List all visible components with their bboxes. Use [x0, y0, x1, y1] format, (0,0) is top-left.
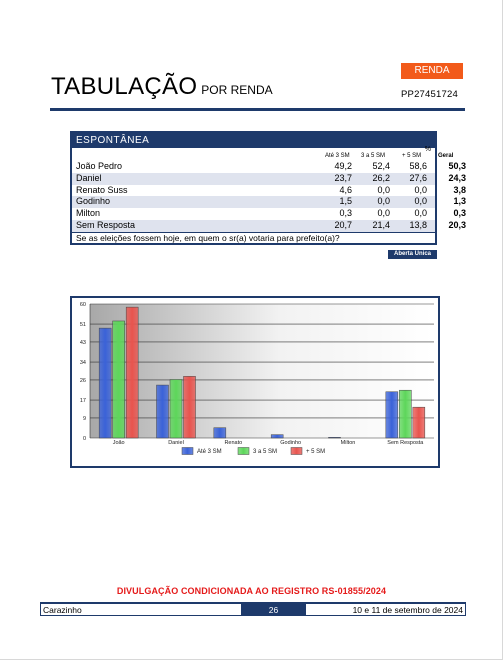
cell-value: 0,0	[414, 208, 427, 219]
x-tick-label: Renato	[224, 440, 243, 446]
section-badge: RENDA	[401, 63, 463, 79]
y-tick-label: 0	[82, 436, 86, 442]
page-footer	[40, 602, 466, 616]
candidate-name: Godinho	[76, 196, 111, 207]
cell-value: 1,5	[339, 196, 352, 207]
candidate-name: Milton	[76, 208, 101, 219]
cell-value: 4,6	[339, 184, 352, 195]
column-header: + 5 SM	[402, 153, 422, 159]
cell-value: 0,0	[377, 196, 390, 207]
bar-Até 3 SM	[157, 385, 169, 438]
survey-code: PP27451724	[401, 89, 458, 100]
table-column-headers	[72, 146, 454, 161]
cell-value: 0,3	[339, 208, 352, 219]
legend-swatch	[182, 448, 193, 455]
bar-Até 3 SM	[214, 428, 226, 438]
table-row	[72, 161, 466, 173]
table-row	[72, 172, 466, 185]
candidate-name: Renato Suss	[76, 184, 128, 195]
page-title	[51, 73, 273, 101]
bar-+ 5 SM	[126, 307, 138, 438]
table-row	[72, 196, 466, 208]
survey-question: Se as eleições fossem hoje, em quem o sr(a) votaria para prefeito(a)?	[72, 232, 435, 243]
x-tick-label: Godinho	[280, 440, 302, 446]
bar-Até 3 SM	[386, 392, 398, 438]
y-tick-label: 17	[79, 398, 86, 405]
bar-3 a 5 SM	[399, 390, 411, 438]
bar-3 a 5 SM	[170, 379, 182, 438]
candidate-name: Sem Resposta	[76, 219, 136, 230]
footer-date: 10 e 11 de setembro de 2024	[352, 605, 463, 615]
candidate-name: Daniel	[76, 172, 102, 183]
bar-Até 3 SM	[99, 328, 111, 438]
legend-label: 3 a 5 SM	[253, 449, 278, 455]
bar-+ 5 SM	[184, 376, 196, 438]
cell-value: 23,7	[334, 172, 352, 183]
table-title: ESPONTÂNEA	[72, 133, 435, 148]
cell-value: 58,6	[409, 161, 427, 171]
bar-Até 3 SM	[271, 435, 283, 438]
title-subtitle: POR RENDA	[201, 83, 273, 97]
table-row	[72, 219, 466, 232]
percent-symbol: %	[424, 146, 431, 153]
cell-value: 20,7	[334, 219, 352, 230]
question-type-note: Aberta Única	[388, 250, 437, 259]
cell-value: 0,0	[377, 184, 390, 195]
x-tick-label: Daniel	[168, 440, 184, 446]
column-header: Geral	[438, 153, 454, 159]
bar-chart	[70, 296, 440, 468]
x-tick-label: Milton	[340, 440, 356, 446]
y-tick-label: 9	[82, 415, 86, 422]
cell-value: 0,0	[414, 184, 427, 195]
y-tick-label: 60	[79, 302, 86, 308]
table-row	[72, 184, 466, 197]
title-main: TABULAÇÃO	[51, 73, 198, 100]
chart-svg	[72, 298, 438, 466]
x-tick-label: João	[112, 440, 125, 446]
legend-swatch	[291, 448, 302, 455]
cell-value: 13,8	[409, 219, 427, 230]
cell-value: 0,0	[414, 196, 427, 207]
total-value: 20,3	[448, 219, 466, 230]
cell-value: 52,4	[372, 161, 390, 171]
cell-value: 49,2	[334, 161, 352, 171]
title-divider	[50, 108, 465, 111]
bar-Até 3 SM	[329, 437, 341, 438]
bar-+ 5 SM	[413, 407, 425, 438]
total-value: 0,3	[453, 208, 466, 219]
cell-value: 27,6	[409, 172, 427, 183]
column-header: Até 3 SM	[325, 153, 350, 159]
cell-value: 21,4	[372, 219, 390, 230]
legend-label: + 5 SM	[306, 449, 326, 455]
legend-swatch	[238, 448, 249, 455]
table-row	[72, 208, 466, 220]
total-value: 50,3	[448, 161, 466, 171]
results-table	[70, 131, 466, 245]
y-tick-label: 51	[79, 322, 86, 329]
cell-value: 0,0	[377, 208, 390, 219]
total-value: 24,3	[448, 172, 466, 183]
column-header: 3 a 5 SM	[361, 153, 386, 159]
total-value: 1,3	[453, 196, 466, 207]
cell-value: 26,2	[372, 172, 390, 183]
legend-label: Até 3 SM	[197, 449, 222, 455]
y-tick-label: 26	[79, 377, 86, 384]
x-tick-label: Sem Resposta	[387, 440, 424, 446]
y-tick-label: 34	[79, 360, 86, 367]
footer-city: Carazinho	[43, 605, 82, 615]
y-tick-label: 43	[79, 339, 86, 346]
candidate-name: João Pedro	[76, 161, 123, 171]
bar-3 a 5 SM	[113, 321, 125, 438]
total-value: 3,8	[453, 184, 466, 195]
page-number: 26	[241, 604, 306, 616]
registration-disclaimer: DIVULGAÇÃO CONDICIONADA AO REGISTRO RS-01855/2024	[116, 586, 387, 596]
